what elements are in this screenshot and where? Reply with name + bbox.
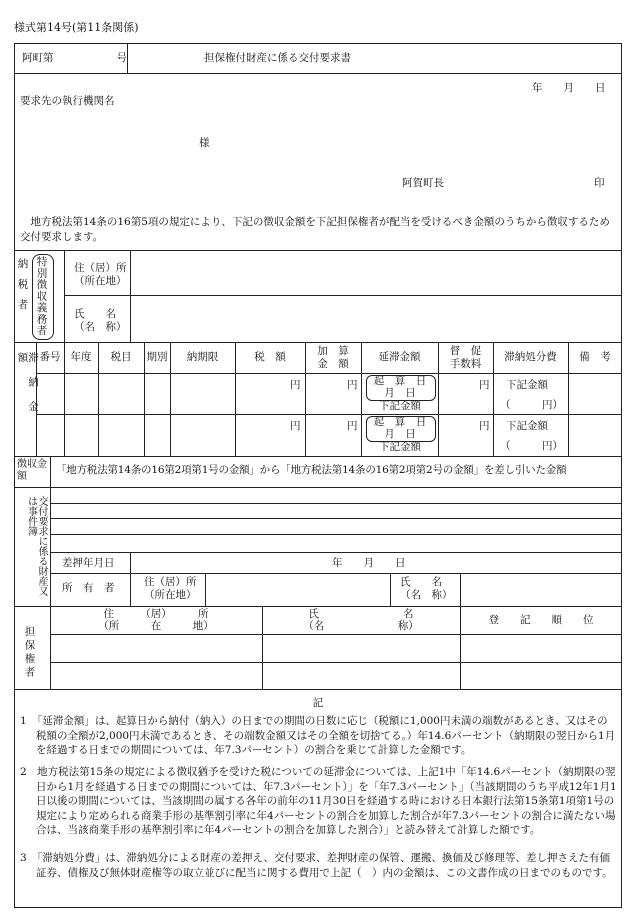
yen-unit: 円: [290, 379, 301, 391]
col-period: 期別: [146, 351, 168, 363]
rule: [64, 295, 622, 296]
form-number: 様式第14号(第11条関係): [14, 21, 139, 34]
rule: [14, 487, 622, 488]
rule: [14, 250, 622, 251]
note-item-3: 3 「滞納処分費」は、滞納処分による財産の差押え、交付要求、差押財産の保管、運搬、換価及び修理等、差し押さえた有価証券、債権及び無体財産権等の取立並びに配当に関する費用で上記（ ）内の金額は、この文書作成の日までのものです。: [20, 852, 613, 879]
yen-unit: 円: [479, 420, 490, 432]
col-tax-amount: 税 額: [254, 351, 286, 363]
note-item-2: 2 地方税法第15条の規定による徴収猶予を受けた税についての延滞金については、上記1中「年14.6パーセント（納期限の翌日から1月を経過する日までの期間については、年7.3パーセント）」を「年7.3パーセント」（当該期間のうち平成12年1月1日以後の期間については、当該期間の属する各年の前年の11月30日を経過する時における日本銀行法第15条第1項第1号の規定により定められる商業手形の基準割引率に年4パーセントの割合を加算した割合が年7.3パーセントの割合に満たない場合は、当該商業手形の基準割引率に年4パーセントの割合を加算した割合）」と読み替えて計算した額です。: [20, 766, 617, 836]
issue-date: 年 月 日: [532, 82, 606, 94]
name-sub-label: （名 称）: [74, 321, 127, 333]
notes-title: 記: [312, 697, 324, 709]
name-label: 氏 名: [74, 308, 116, 320]
col-remarks: 備 考: [579, 351, 611, 363]
document-number: 阿町第 号: [22, 52, 127, 64]
late-fee-amount-label: 下記金額: [379, 400, 421, 412]
rule: [390, 573, 391, 606]
document-title: 担保権付財産に係る交付要求書: [204, 52, 351, 64]
rule: [14, 606, 622, 607]
rule: [14, 456, 622, 457]
rule: [50, 487, 51, 606]
rule: [127, 43, 128, 73]
holders-side-label: 担保権者: [23, 626, 36, 680]
taxpayer-side-label: 納税者: [16, 258, 29, 320]
col-disposal-cost: 滞納処分費: [504, 351, 557, 363]
intro-text: 地方税法第14条の16第5項の規定により、下記の徴収金額を下記担保権者が配当を受けるべき金額のうちから徴収するため交付要求します。: [20, 216, 610, 243]
rule: [50, 518, 622, 519]
holder-name-header: 氏 名: [308, 608, 414, 620]
rule: [50, 552, 622, 553]
rule: [50, 534, 622, 535]
rule: [130, 552, 131, 606]
col-additional-l1: 加 算: [317, 345, 349, 357]
address-sub-label: （所在地）: [74, 275, 127, 287]
rule: [14, 342, 622, 343]
col-due-date: 納期限: [186, 351, 219, 363]
seizure-date-label: 差押年月日: [62, 557, 115, 569]
rule: [14, 73, 622, 74]
col-late-fee: 延滞金額: [378, 351, 421, 363]
rule: [50, 456, 51, 487]
owner-address-sub: （所在地）: [144, 589, 197, 601]
col-number: 番号: [39, 351, 61, 363]
yen-unit: 円: [479, 379, 490, 391]
holder-address-sub: （所 在 地）: [98, 620, 214, 632]
rule: [50, 634, 622, 635]
start-date-sub: 月 日: [384, 387, 416, 399]
property-side-label: 交付要求に係る財産又は事件簿: [25, 496, 47, 596]
seizure-date-value: 年 月 日: [332, 557, 406, 569]
owner-label: 所 有 者: [62, 582, 115, 594]
special-collector-label: 特別徴収義務者: [35, 256, 48, 337]
recipient-honorific: 様: [199, 137, 210, 149]
note-item-1: 1 「延滞金額」は、起算日から納付（納入）の日までの期間の日数に応じ（税額に1,000円未満の端数があるとき、又はその税額の全額が2,000円未満であるとき、その端数金額又はその全額を切捨てる。）年14.6パーセント（納期限の翌日から1月を経過する日までの期間については、年7.3パーセント）の割合を乗じて計算した金額です。: [20, 715, 616, 756]
address-label: 住（居）所: [74, 262, 127, 274]
recipient-label: 要求先の執行機関名: [20, 95, 115, 107]
late-fee-amount-label: 下記金額: [379, 441, 421, 453]
start-date-label: 起 算 日: [373, 375, 427, 387]
disposal-amount-label: 下記金額: [506, 379, 548, 391]
disposal-yen: （ 円）: [500, 399, 563, 411]
arrears-side-label: 滞納金額: [16, 352, 39, 426]
owner-address-label: 住（居）所: [144, 576, 197, 588]
start-date-sub: 月 日: [384, 428, 416, 440]
owner-name-label: 氏 名: [400, 576, 442, 588]
yen-unit: 円: [347, 420, 358, 432]
rule: [36, 373, 622, 374]
col-year: 年度: [70, 351, 92, 363]
rule: [50, 503, 622, 504]
sender-name: 阿賀町長: [402, 177, 444, 189]
rule: [460, 573, 461, 606]
rule: [50, 573, 622, 574]
holder-address-header: 住 （居） 所: [103, 608, 209, 620]
holder-name-sub: （名 称）: [303, 620, 419, 632]
rule: [130, 250, 131, 342]
rule: [14, 689, 622, 690]
collection-text: 「地方税法第14条の16第2項第1号の金額」から「地方税法第14条の16第2項第2号の金額」を差し引いた金額: [56, 464, 567, 476]
col-tax-item: 税目: [110, 351, 132, 363]
holder-rank-header: 登 記 順 位: [488, 614, 594, 626]
yen-unit: 円: [347, 379, 358, 391]
rule: [64, 250, 65, 342]
disposal-amount-label: 下記金額: [506, 420, 548, 432]
bracket: [32, 254, 54, 340]
rule: [50, 662, 622, 663]
yen-unit: 円: [290, 420, 301, 432]
owner-name-sub: （名 称）: [400, 589, 453, 601]
collection-side-label: 徴収金額: [17, 459, 47, 482]
col-reminder-l2: 手数料: [449, 358, 482, 370]
start-date-label: 起 算 日: [373, 416, 427, 428]
rule: [205, 573, 206, 606]
col-additional-l2: 金 額: [317, 358, 349, 370]
col-reminder-l1: 督 促: [449, 345, 482, 357]
rule: [36, 414, 622, 415]
seal-mark: 印: [594, 177, 605, 189]
disposal-yen: （ 円）: [500, 440, 563, 452]
